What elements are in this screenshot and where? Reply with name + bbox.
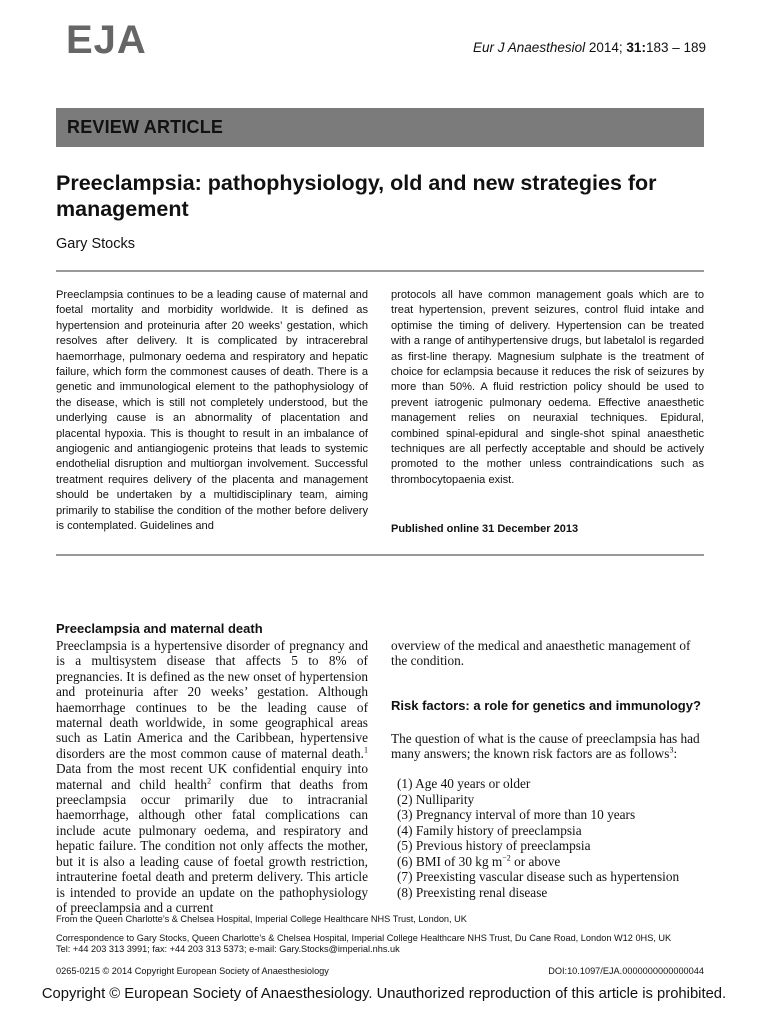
section-label: REVIEW ARTICLE	[67, 117, 224, 137]
journal-pages: 183 – 189	[645, 40, 706, 55]
affiliation-footnote: From the Queen Charlotte’s & Chelsea Hospital, Imperial College Healthcare NHS Trust, London, UK	[56, 914, 467, 924]
list-item: (8) Preexisting renal disease	[397, 884, 548, 900]
correspondence-footnote	[56, 933, 671, 956]
abstract-right-column: protocols all have common management goals which are to treat hypertension, prevent seizures, control fluid intake and optimise the timing of delivery. Hypertension can be treated with a range of antihypertensive drugs, but labetalol is regarded as first-line therapy. Magnesium sulphate is the treatment of choice for eclampsia because it reduces the risk of seizures by more than 50%. A fluid restriction policy should be used to prevent iatrogenic pulmonary oedema. Effective anaesthetic management relies on neuraxial techniques. Epidural, combined spinal-epidural and single-shot spinal anaesthetic techniques are all perfectly acceptable and should be actively promoted to the mother unless contraindications such as thrombocytopaenia exist.	[391, 289, 704, 486]
bmi-text: (6) BMI of 30 kg m	[397, 853, 503, 869]
published-date: Published online 31 December 2013	[391, 523, 579, 535]
issn-copyright: 0265-0215 © 2014 Copyright European Society of Anaesthesiology	[56, 966, 329, 976]
intro-text: The question of what is the cause of preeclampsia has had many answers; the known risk factors are as follows	[391, 731, 700, 762]
abstract-left-column: Preeclampsia continues to be a leading cause of maternal and foetal mortality and morbidity worldwide. It is defined as hypertension and proteinuria after 20 weeks’ gestation, which resolves after delivery. It is complicated by intracerebral haemorrhage, pulmonary oedema and respiratory and hepatic failure, which form the commonest causes of death. There is a genetic and immunological element to the pathophysiology of the disease, which is still not completely understood, but the underlying cause is an abnormality of placentation and placental hypoxia. This is thought to result in an imbalance of angiogenic and antiangiogenic proteins that leads to systemic endothelial disruption and multiorgan involvement. Successful treatment requires delivery of the placenta and management should be undertaken by a multidisciplinary team, aiming primarily to stabilise the condition of the mother before delivery is contemplated. Guidelines and	[56, 289, 368, 533]
list-item: (2) Nulliparity	[397, 791, 475, 807]
body-text-part: Preeclampsia is a hypertensive disorder of pregnancy and is a multisystem disease that affects 5 to 8% of pregnancies. It is defined as the new onset of hypertension and proteinuria after 20 weeks’ gestation. Although haemorrhage continues to be the leading cause of maternal death worldwide, in some geographical areas such as Latin America and the Caribbean, hypertensive disorders are the most common cause of maternal death.	[56, 638, 368, 761]
body-text-left	[56, 638, 368, 915]
journal-citation	[473, 40, 706, 55]
doi-link[interactable]: DOI:10.1097/EJA.0000000000000044	[548, 966, 704, 976]
section-label-bar	[56, 108, 704, 147]
section-heading-risk-factors: Risk factors: a role for genetics and immunology?	[391, 698, 701, 713]
bmi-tail: or above	[510, 853, 561, 869]
journal-logo: EJA	[66, 18, 147, 62]
list-item	[397, 854, 707, 870]
risk-factor-list	[397, 776, 707, 900]
list-item: (4) Family history of preeclampsia	[397, 822, 582, 838]
correspondence-line: Correspondence to Gary Stocks, Queen Charlotte’s & Chelsea Hospital, Imperial College Healthcare NHS Trust, Du Cane Road, London W12 0HS, UK	[56, 933, 672, 943]
list-item: (7) Preexisting vascular disease such as hypertension	[397, 869, 680, 884]
journal-volume: 31:	[626, 40, 646, 55]
risk-factors-intro	[391, 731, 704, 762]
body-text-right-continued: overview of the medical and anaesthetic management of the condition.	[391, 638, 691, 669]
body-text-part: Data from the most recent UK confidential enquiry into maternal and child health	[56, 761, 368, 792]
intro-end: :	[673, 746, 678, 762]
list-item: (1) Age 40 years or older	[397, 776, 531, 791]
list-item: (5) Previous history of preeclampsia	[397, 838, 591, 853]
divider-abstract-end	[56, 554, 704, 556]
divider-top	[56, 270, 704, 272]
bmi-exponent: −2	[502, 853, 511, 863]
body-text-part: confirm that deaths from preeclampsia occur primarily due to intracranial haemorrhage, although other fatal complications can include acute pulmonary oedema, and respiratory and hepatic failure. The condition not only affects the mother, but it is also a leading cause of foetal growth restriction, intrauterine foetal death and preterm delivery. This article is intended to provide an update on the pathophysiology of preeclampsia and a current	[56, 776, 368, 915]
section-heading-maternal-death: Preeclampsia and maternal death	[56, 621, 263, 636]
article-title: Preeclampsia: pathophysiology, old and new strategies for management	[56, 171, 657, 221]
article-author: Gary Stocks	[56, 236, 135, 252]
journal-name: Eur J Anaesthesiol	[473, 40, 586, 55]
journal-year: 2014;	[588, 40, 623, 55]
citation-ref: 1	[364, 745, 368, 755]
citation-ref: 2	[207, 776, 212, 786]
citation-ref: 3	[669, 745, 674, 755]
contact-line: Tel: +44 203 313 3991; fax: +44 203 313 5373; e-mail: Gary.Stocks@imperial.nhs.uk	[56, 944, 400, 955]
list-item: (3) Pregnancy interval of more than 10 years	[397, 807, 636, 822]
copyright-notice: Copyright © European Society of Anaesthesiology. Unauthorized reproduction of this article is prohibited.	[41, 986, 727, 1002]
